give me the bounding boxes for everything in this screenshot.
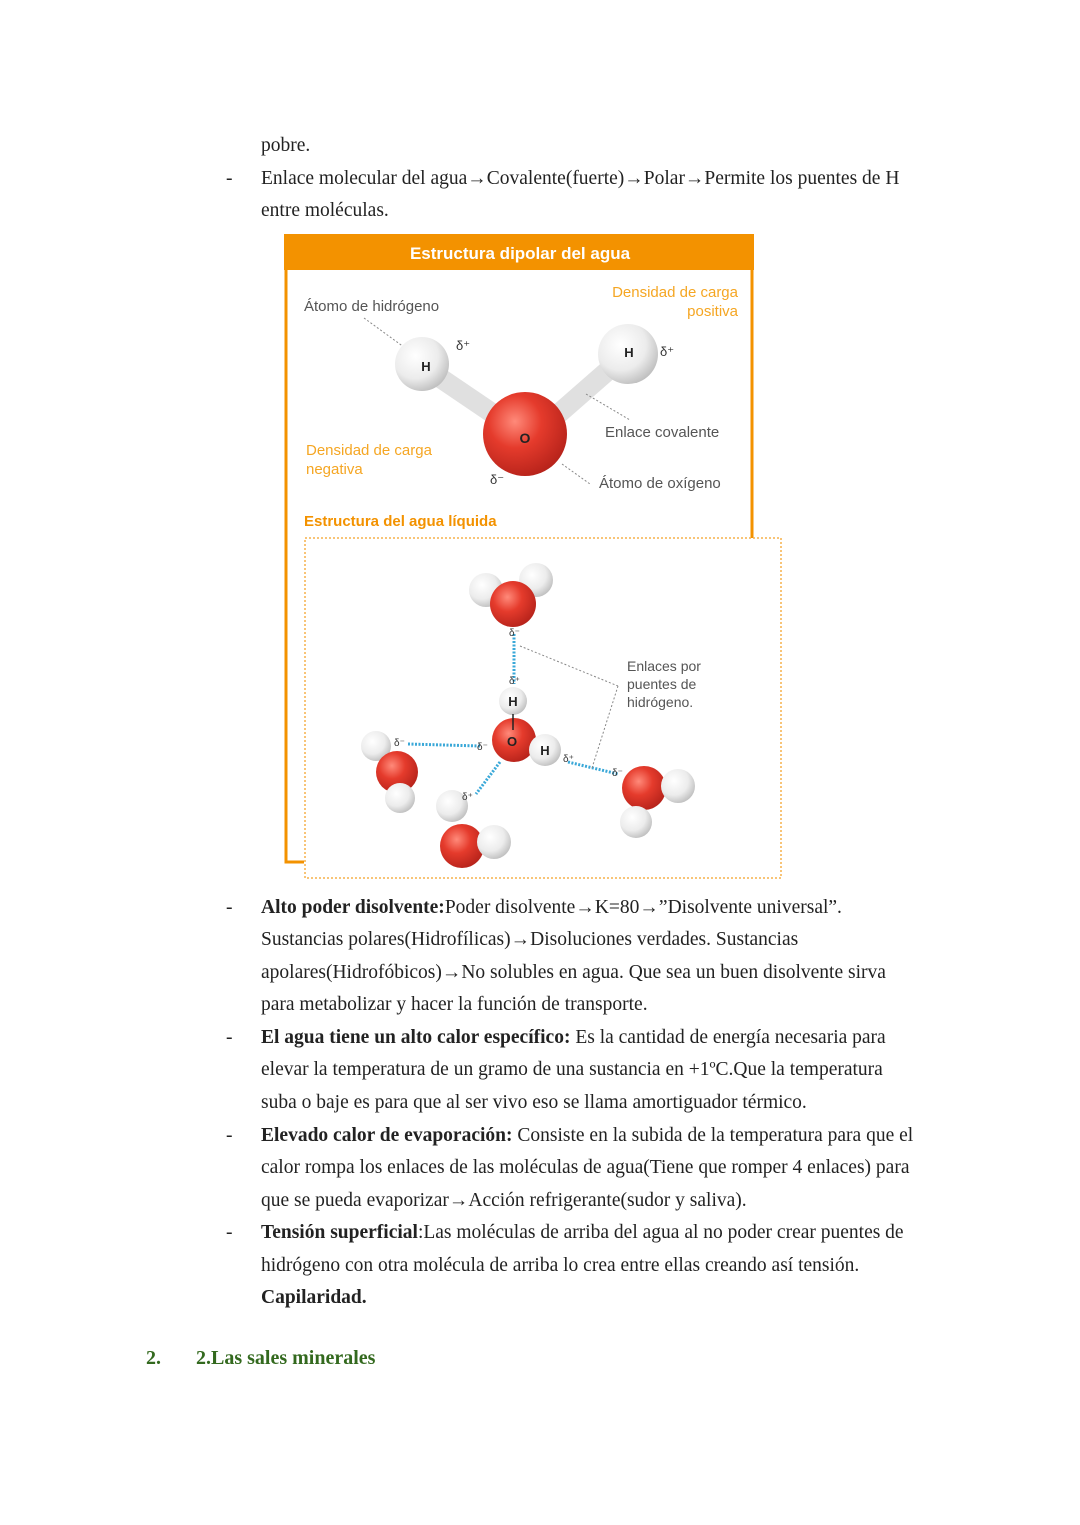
label-atomo-oxigeno: Átomo de oxígeno <box>599 475 721 492</box>
label-densidad-positiva-1: Densidad de carga <box>612 284 738 301</box>
text-line-calor <box>261 1022 886 1054</box>
text-line-tension <box>261 1217 904 1249</box>
water-structure-figure <box>284 234 786 887</box>
text-line: que se pueda evaporizar→Acción refrigerante(sudor y saliva). <box>261 1190 747 1211</box>
text-span: Es la cantidad de energía necesaria para <box>570 1027 886 1048</box>
oxygen-atom <box>490 581 536 627</box>
hydrogen-atom <box>477 825 511 859</box>
bullet-dash: - <box>226 1222 233 1243</box>
water-diagram <box>284 234 786 882</box>
oxygen-atom <box>622 766 666 810</box>
text-line-pobre: pobre. <box>261 135 311 156</box>
delta-label: δ⁻ <box>477 742 488 753</box>
bold-term: Alto poder disolvente: <box>261 897 445 918</box>
bullet-dash: - <box>226 1027 233 1048</box>
h-label-center-top: H <box>508 694 518 709</box>
h-label-center-right: H <box>540 743 550 758</box>
pointer-line-covalente <box>586 394 630 420</box>
label-densidad-positiva-2: positiva <box>687 303 738 320</box>
hydrogen-atom <box>661 769 695 803</box>
label-densidad-negativa-1: Densidad de carga <box>306 442 432 459</box>
label-enlace-covalente: Enlace covalente <box>605 424 720 441</box>
bold-term: Capilaridad. <box>261 1287 367 1308</box>
delta-label: δ⁻ <box>509 628 520 639</box>
delta-label: δ⁻ <box>612 768 623 779</box>
text-line-enlace: Enlace molecular del agua→Covalente(fuerte)→Polar→Permite los puentes de H <box>261 168 900 189</box>
h-label-right: H <box>624 345 634 360</box>
label-puentes-1: Enlaces por <box>627 658 701 674</box>
text-line: para metabolizar y hacer la función de transporte. <box>261 994 648 1015</box>
text-line-evaporacion <box>261 1120 913 1152</box>
figure-title: Estructura dipolar del agua <box>409 244 631 263</box>
text-span: Consiste en la subida de la temperatura para que el <box>512 1125 914 1146</box>
bold-term: El agua tiene un alto calor específico: <box>261 1027 571 1048</box>
text-line-capilaridad <box>261 1282 367 1314</box>
text-line: elevar la temperatura de un gramo de una sustancia en +1ºC.Que la temperatura <box>261 1059 883 1080</box>
hydrogen-atom <box>385 783 415 813</box>
o-label: O <box>519 430 531 446</box>
delta-plus-right: δ⁺ <box>660 344 675 359</box>
delta-label: δ⁺ <box>563 754 574 765</box>
text-span: :Las moléculas de arriba del agua al no poder crear puentes de <box>417 1222 904 1243</box>
delta-label: δ⁺ <box>462 792 473 803</box>
frame-left <box>286 262 304 862</box>
bold-term: Tensión superficial <box>261 1222 418 1243</box>
oxygen-atom <box>440 824 484 868</box>
section-title: 2.Las sales minerales <box>196 1347 376 1369</box>
text-line: hidrógeno con otra molécula de arriba lo crea entre ellas creando así tensión. <box>261 1255 860 1276</box>
o-label-center: O <box>506 734 518 749</box>
bullet-dash: - <box>226 897 233 918</box>
liquid-structure-title: Estructura del agua líquida <box>304 513 497 530</box>
bullet-dash: - <box>226 1125 233 1146</box>
bullet-dash: - <box>226 168 233 189</box>
delta-minus: δ⁻ <box>490 472 505 487</box>
text-span: Poder disolvente→K=80→”Disolvente universal”. <box>444 897 842 918</box>
text-line: Sustancias polares(Hidrofílicas)→Disoluciones verdades. Sustancias <box>261 929 799 950</box>
delta-label: δ⁻ <box>394 738 405 749</box>
h-label-left: H <box>421 359 431 374</box>
text-line-enlace-cont: entre moléculas. <box>261 200 389 221</box>
bold-term: Elevado calor de evaporación: <box>261 1125 513 1146</box>
label-puentes-2: puentes de <box>627 676 697 692</box>
text-line-disolvente <box>261 892 842 924</box>
label-puentes-3: hidrógeno. <box>627 694 694 710</box>
text-line: apolares(Hidrofóbicos)→No solubles en agua. Que sea un buen disolvente sirva <box>261 962 886 983</box>
delta-label: δ⁺ <box>509 676 520 687</box>
hydrogen-atom <box>620 806 652 838</box>
pointer-line-h <box>364 318 408 350</box>
label-atomo-hidrogeno: Átomo de hidrógeno <box>304 298 440 315</box>
delta-plus-left: δ⁺ <box>456 338 471 353</box>
label-densidad-negativa-2: negativa <box>306 461 363 478</box>
text-line: calor rompa los enlaces de las moléculas de agua(Tiene que romper 4 enlaces) para <box>261 1157 910 1178</box>
pointer-line-oxigeno <box>562 464 590 484</box>
text-line: suba o baje es para que al ser vivo eso se llama amortiguador térmico. <box>261 1092 807 1113</box>
section-number: 2. <box>146 1347 161 1369</box>
